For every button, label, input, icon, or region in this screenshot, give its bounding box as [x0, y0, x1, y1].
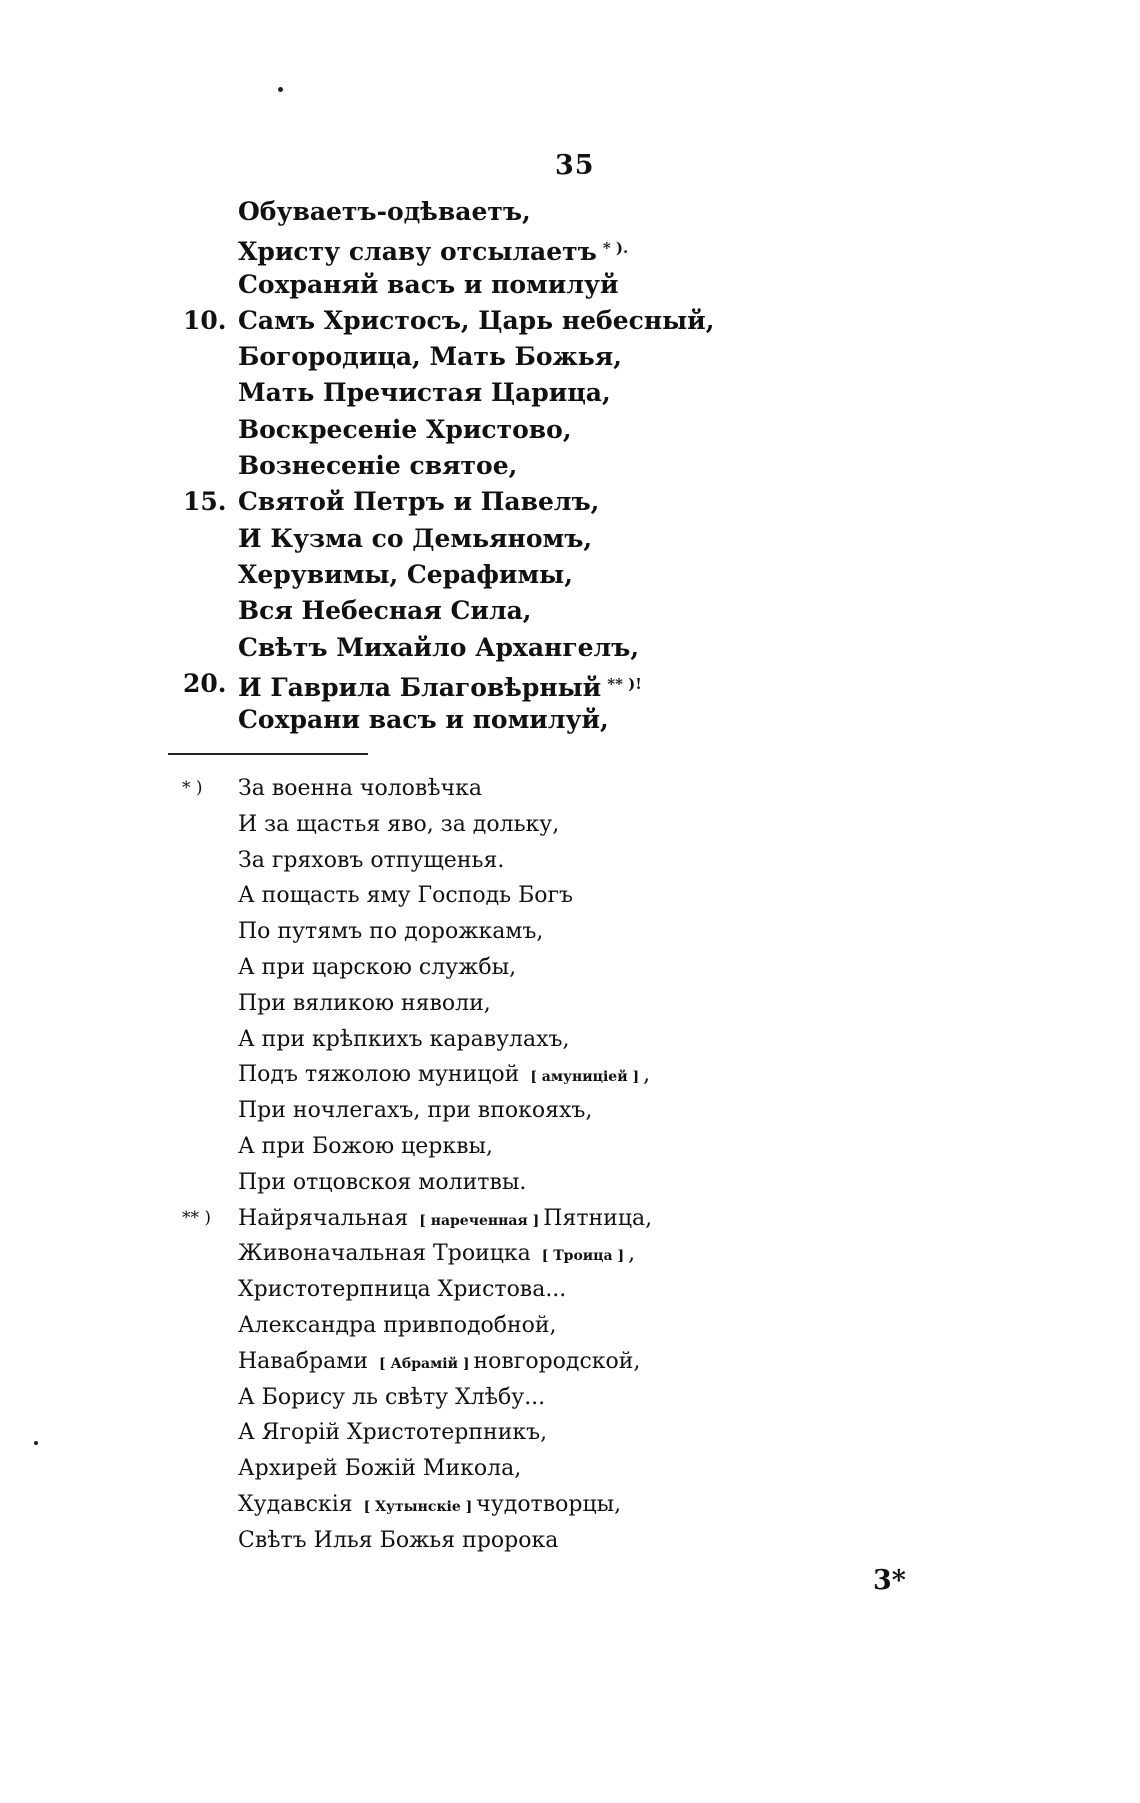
verse-line-text — [238, 303, 714, 339]
verse-text: Мать Пречистая Царица, — [238, 378, 611, 408]
verse-line-text — [238, 521, 592, 557]
footnote-line-text — [238, 1165, 526, 1200]
verse-text: Сохрани васъ и помилуй, — [238, 705, 609, 735]
verse-text: И Гаврила Благовѣрный — [238, 672, 602, 702]
gloss-bracket: [ амуниціей ] — [530, 1069, 640, 1086]
verse-line — [0, 666, 1140, 702]
footnote-line-text — [238, 1201, 652, 1239]
footnote-line — [0, 986, 1140, 1022]
verse-text: Воскресеніе Христово, — [238, 414, 572, 444]
footnote-text: Александра привподобной, — [238, 1312, 557, 1338]
footnote-line-text — [238, 1308, 557, 1343]
verse-line-text — [238, 630, 639, 666]
footnote-line — [0, 914, 1140, 950]
verse-line-text — [238, 448, 517, 484]
footnote-text: При отцовскоя молитвы. — [238, 1169, 527, 1195]
verse-line-number: 20. — [183, 668, 227, 698]
footnote-line-text — [238, 1380, 545, 1415]
verse-line — [0, 593, 1140, 629]
verse-line — [0, 557, 1140, 593]
footnote-line — [0, 1487, 1140, 1523]
verse-text: Богородица, Мать Божья, — [238, 342, 622, 372]
verse-line-text — [238, 557, 573, 593]
verse-line-text — [238, 267, 619, 303]
footnote-marker: ** )! — [607, 674, 642, 693]
footnote-text: И за щастья яво, за дольку, — [238, 811, 560, 837]
footnote-line-text — [238, 986, 491, 1021]
verse-text: Вознесеніе святое, — [238, 451, 518, 481]
verse-text: Свѣтъ Михайло Архангелъ, — [238, 632, 640, 662]
verse-line — [0, 484, 1140, 520]
footnote-mark: ** ) — [182, 1207, 212, 1228]
footnote-line-text — [238, 1487, 621, 1525]
verse-line-text — [238, 702, 609, 738]
footnote-text-after: , — [643, 1062, 651, 1088]
footnote-line — [0, 1165, 1140, 1201]
footnote-text-after: чудотворцы, — [476, 1491, 622, 1517]
verse-line — [0, 412, 1140, 448]
footnote-line — [0, 1093, 1140, 1129]
footnote-line-text — [238, 1093, 592, 1128]
footnote-line-text — [238, 950, 516, 985]
footnote-line — [0, 1272, 1140, 1308]
footnote-line-text — [238, 1129, 493, 1164]
footnote-line-text — [238, 914, 543, 949]
footnote-text: Архирей Божій Микола, — [238, 1456, 522, 1482]
footnotes-block — [0, 771, 1140, 1559]
footnote-line — [0, 1415, 1140, 1451]
verse-line-text — [238, 194, 531, 230]
verse-line — [0, 339, 1140, 375]
verse-line — [0, 702, 1140, 738]
page-number: 35 — [555, 150, 595, 181]
footnote-text: Навабрами — [238, 1348, 369, 1374]
footnote-line-text — [238, 1415, 547, 1450]
verse-line-number: 10. — [183, 305, 227, 335]
footnote-text: Христотерпница Христова... — [238, 1277, 567, 1303]
footnote-line-text — [238, 1272, 566, 1307]
footnote-line — [0, 1129, 1140, 1165]
verse-line-text — [238, 375, 611, 411]
footnote-text: А при царскою службы, — [238, 954, 517, 980]
footnote-text: Найрячальная — [238, 1205, 409, 1231]
verse-text: Сохраняй васъ и помилуй — [238, 269, 619, 299]
verse-text: Самъ Христосъ, Царь небесный, — [238, 305, 715, 335]
footnote-text: Живоначальная Троицка — [238, 1241, 531, 1267]
verse-line-text — [238, 484, 599, 520]
signature-mark: 3* — [873, 1565, 906, 1596]
verse-line — [0, 375, 1140, 411]
footnote-line — [0, 950, 1140, 986]
footnote-line-text — [238, 771, 482, 806]
verse-text: Христу славу отсылаетъ — [238, 237, 597, 267]
ink-speck — [278, 87, 283, 92]
footnote-line — [0, 843, 1140, 879]
verse-line-text — [238, 666, 642, 706]
footnote-line — [0, 1201, 1140, 1237]
verse-line-text — [238, 339, 622, 375]
verse-text: И Кузма со Демьяномъ, — [238, 523, 593, 553]
footnote-line — [0, 1344, 1140, 1380]
verse-text: Вся Небесная Сила, — [238, 596, 532, 626]
footnote-text: А при крѣпкихъ каравулахъ, — [238, 1026, 570, 1052]
footnote-line-text — [238, 1022, 570, 1057]
gloss-bracket: [ Троица ] — [541, 1248, 625, 1265]
footnote-text: Худавскія — [238, 1491, 353, 1517]
verse-line — [0, 630, 1140, 666]
footnote-text: По путямъ по дорожкамъ, — [238, 919, 544, 945]
footnote-line — [0, 1236, 1140, 1272]
footnote-line — [0, 878, 1140, 914]
footnote-text: Подъ тяжолою муницой — [238, 1062, 520, 1088]
footnote-text: А Борису ль свѣту Хлѣбу... — [238, 1384, 546, 1410]
verse-line — [0, 230, 1140, 266]
footnote-text: За военна чоловѣчка — [238, 776, 482, 801]
footnote-line-text — [238, 1451, 521, 1486]
footnote-text-after: , — [628, 1241, 636, 1267]
footnote-text: Свѣтъ Илья Божья пророка — [238, 1527, 559, 1553]
footnote-line — [0, 1308, 1140, 1344]
footnote-marker: * ). — [602, 239, 629, 258]
footnote-text-after: новгородской, — [473, 1348, 641, 1374]
footnote-line — [0, 1523, 1140, 1559]
footnote-line-text — [238, 1344, 640, 1382]
gloss-bracket: [ нареченная ] — [419, 1212, 540, 1229]
footnote-line-text — [238, 807, 559, 842]
footnote-line — [0, 1022, 1140, 1058]
footnote-text: При вяликою няволи, — [238, 990, 491, 1016]
verse-block — [0, 194, 1140, 738]
verse-line — [0, 448, 1140, 484]
verse-line-text — [238, 230, 628, 270]
footnote-line-text — [238, 843, 504, 878]
footnote-line — [0, 1057, 1140, 1093]
footnote-text: А Ягорій Христотерпникъ, — [238, 1420, 548, 1446]
footnote-text: А при Божою церквы, — [238, 1133, 493, 1159]
footnote-text-after: Пятница, — [543, 1205, 653, 1231]
verse-line — [0, 521, 1140, 557]
footnote-rule — [168, 753, 368, 755]
footnote-text: А пощасть яму Господь Богъ — [238, 883, 574, 909]
gloss-bracket: [ Абрамій ] — [379, 1355, 470, 1372]
footnote-line — [0, 1380, 1140, 1416]
verse-line-text — [238, 412, 572, 448]
footnote-line — [0, 1451, 1140, 1487]
footnote-line-text — [238, 1236, 635, 1274]
footnote-text: За гряховъ отпущенья. — [238, 847, 505, 873]
verse-line-number: 15. — [183, 487, 227, 517]
verse-text: Обуваетъ-одѣваетъ, — [238, 197, 531, 226]
verse-line — [0, 194, 1140, 230]
footnote-line-text — [238, 878, 573, 913]
footnote-mark: * ) — [182, 778, 203, 798]
footnote-text: При ночлегахъ, при впокояхъ, — [238, 1098, 593, 1124]
verse-text: Святой Петръ и Павелъ, — [238, 487, 600, 517]
footnote-line-text — [238, 1523, 558, 1558]
verse-text: Херувимы, Серафимы, — [238, 559, 573, 589]
verse-line — [0, 303, 1140, 339]
verse-line-text — [238, 593, 532, 629]
footnote-line — [0, 807, 1140, 843]
gloss-bracket: [ Хутынскіе ] — [363, 1498, 473, 1515]
footnote-line — [0, 771, 1140, 807]
footnote-line-text — [238, 1057, 650, 1095]
verse-line — [0, 267, 1140, 303]
